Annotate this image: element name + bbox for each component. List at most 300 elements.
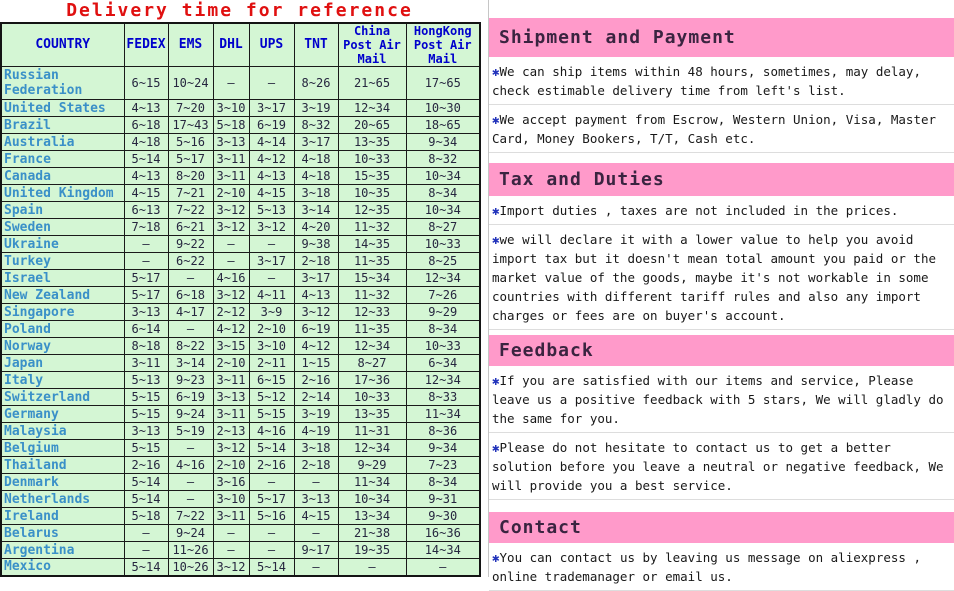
value-cell: 12~33	[338, 304, 406, 321]
value-cell: 6~18	[168, 287, 213, 304]
country-cell: Malaysia	[1, 423, 124, 440]
country-cell: Italy	[1, 372, 124, 389]
value-cell: —	[406, 559, 480, 576]
value-cell: 11~35	[338, 253, 406, 270]
value-cell: 5~12	[249, 389, 294, 406]
section-banner	[489, 163, 954, 196]
value-cell: 9~24	[168, 525, 213, 542]
country-cell: Sweden	[1, 219, 124, 236]
value-cell: 5~14	[124, 151, 168, 168]
value-cell: 21~38	[338, 525, 406, 542]
star-bullet-icon: ✱	[492, 373, 500, 388]
table-row	[1, 236, 480, 253]
country-cell: Japan	[1, 355, 124, 372]
value-cell: 3~11	[213, 151, 249, 168]
value-cell: 6~14	[124, 321, 168, 338]
value-cell: 11~32	[338, 287, 406, 304]
table-row	[1, 67, 480, 100]
value-cell: 7~23	[406, 457, 480, 474]
value-cell: 18~65	[406, 117, 480, 134]
value-cell: 5~15	[124, 406, 168, 423]
value-cell: —	[249, 270, 294, 287]
section-heading: Tax and Duties	[499, 169, 665, 190]
value-cell: 4~15	[249, 185, 294, 202]
table-row	[1, 542, 480, 559]
value-cell: 4~19	[294, 423, 338, 440]
paragraph-text: Import duties , taxes are not included in the prices.	[499, 203, 899, 218]
star-bullet-icon: ✱	[492, 440, 500, 455]
table-row	[1, 457, 480, 474]
value-cell: 10~24	[168, 67, 213, 100]
value-cell: 5~16	[168, 134, 213, 151]
value-cell: 6~21	[168, 219, 213, 236]
table-row	[1, 372, 480, 389]
value-cell: 9~30	[406, 508, 480, 525]
value-cell: 8~27	[406, 219, 480, 236]
table-row	[1, 440, 480, 457]
country-cell: Brazil	[1, 117, 124, 134]
column-header: TNT	[294, 23, 338, 67]
value-cell: —	[249, 67, 294, 100]
delivery-table	[0, 22, 481, 577]
country-cell: Belgium	[1, 440, 124, 457]
table-title: Delivery time for reference	[66, 0, 413, 21]
value-cell: 3~17	[294, 270, 338, 287]
country-cell: Turkey	[1, 253, 124, 270]
value-cell: 12~34	[338, 440, 406, 457]
delivery-table-region	[0, 0, 479, 577]
value-cell: 4~12	[294, 338, 338, 355]
section-banner	[489, 335, 954, 366]
info-section	[489, 512, 954, 591]
value-cell: 3~14	[294, 202, 338, 219]
country-cell: Mexico	[1, 559, 124, 576]
paragraph-text: we will declare it with a lower value to help you avoid import tax but it doesn't mean total amount you paid or the market value of the goods, maybe it's not workable in some countries with different tariff rules and also any import charges or fees are on buyer's account.	[492, 232, 937, 323]
table-row	[1, 287, 480, 304]
country-cell: Germany	[1, 406, 124, 423]
table-row	[1, 355, 480, 372]
value-cell: —	[168, 440, 213, 457]
value-cell: 5~14	[124, 491, 168, 508]
value-cell: 4~16	[213, 270, 249, 287]
value-cell: 15~34	[338, 270, 406, 287]
value-cell: 11~31	[338, 423, 406, 440]
value-cell: 3~12	[213, 219, 249, 236]
value-cell: 12~34	[406, 372, 480, 389]
table-row	[1, 389, 480, 406]
column-header: HongKong Post Air Mail	[406, 23, 480, 67]
value-cell: 2~16	[124, 457, 168, 474]
value-cell: 20~65	[338, 117, 406, 134]
table-row	[1, 270, 480, 287]
value-cell: 9~31	[406, 491, 480, 508]
country-cell: New Zealand	[1, 287, 124, 304]
value-cell: 6~15	[249, 372, 294, 389]
value-cell: 5~14	[249, 559, 294, 576]
info-section	[489, 163, 954, 330]
value-cell: 3~12	[294, 304, 338, 321]
value-cell: 5~15	[124, 440, 168, 457]
value-cell: 14~34	[406, 542, 480, 559]
value-cell: 11~32	[338, 219, 406, 236]
value-cell: 7~22	[168, 508, 213, 525]
value-cell: 10~34	[406, 202, 480, 219]
value-cell: 2~18	[294, 457, 338, 474]
value-cell: —	[249, 525, 294, 542]
value-cell: 1~15	[294, 355, 338, 372]
value-cell: 6~19	[168, 389, 213, 406]
value-cell: 2~18	[294, 253, 338, 270]
value-cell: 3~17	[249, 100, 294, 117]
section-banner	[489, 18, 954, 57]
value-cell: 7~22	[168, 202, 213, 219]
value-cell: 3~12	[213, 287, 249, 304]
value-cell: 9~24	[168, 406, 213, 423]
value-cell: 4~18	[294, 151, 338, 168]
value-cell: —	[213, 525, 249, 542]
country-cell: Argentina	[1, 542, 124, 559]
value-cell: 3~16	[213, 474, 249, 491]
column-header: China Post Air Mail	[338, 23, 406, 67]
value-cell: 5~18	[124, 508, 168, 525]
value-cell: 2~16	[249, 457, 294, 474]
value-cell: 3~18	[294, 185, 338, 202]
section-heading: Shipment and Payment	[499, 27, 736, 48]
paragraph-text: You can contact us by leaving us message on aliexpress , online trademanager or email us.	[492, 550, 921, 584]
value-cell: 11~35	[338, 321, 406, 338]
value-cell: 3~18	[294, 440, 338, 457]
value-cell: 2~12	[213, 304, 249, 321]
table-row	[1, 304, 480, 321]
value-cell: —	[294, 525, 338, 542]
paragraph	[489, 196, 954, 225]
value-cell: 10~34	[406, 168, 480, 185]
paragraph	[489, 105, 954, 153]
value-cell: 2~16	[294, 372, 338, 389]
value-cell: 3~17	[294, 134, 338, 151]
country-cell: Ukraine	[1, 236, 124, 253]
value-cell: 17~65	[406, 67, 480, 100]
table-row	[1, 185, 480, 202]
value-cell: 5~13	[124, 372, 168, 389]
table-row	[1, 151, 480, 168]
star-bullet-icon: ✱	[492, 64, 500, 79]
value-cell: 5~18	[213, 117, 249, 134]
value-cell: 6~18	[124, 117, 168, 134]
value-cell: 6~13	[124, 202, 168, 219]
value-cell: 10~26	[168, 559, 213, 576]
value-cell: 3~12	[213, 202, 249, 219]
country-cell: United States	[1, 100, 124, 117]
value-cell: 9~22	[168, 236, 213, 253]
value-cell: 9~34	[406, 440, 480, 457]
value-cell: —	[124, 253, 168, 270]
value-cell: 4~12	[213, 321, 249, 338]
value-cell: 3~11	[213, 168, 249, 185]
value-cell: —	[213, 67, 249, 100]
value-cell: —	[124, 236, 168, 253]
value-cell: 5~15	[249, 406, 294, 423]
table-row	[1, 338, 480, 355]
value-cell: —	[294, 559, 338, 576]
value-cell: 13~34	[338, 508, 406, 525]
table-row	[1, 406, 480, 423]
country-cell: Spain	[1, 202, 124, 219]
value-cell: 4~13	[249, 168, 294, 185]
value-cell: 9~34	[406, 134, 480, 151]
value-cell: 17~36	[338, 372, 406, 389]
country-cell: Canada	[1, 168, 124, 185]
value-cell: 3~11	[213, 372, 249, 389]
value-cell: 4~15	[124, 185, 168, 202]
paragraph	[489, 57, 954, 105]
table-row	[1, 134, 480, 151]
value-cell: 9~23	[168, 372, 213, 389]
value-cell: 9~17	[294, 542, 338, 559]
value-cell: 8~32	[294, 117, 338, 134]
value-cell: 2~10	[213, 185, 249, 202]
value-cell: 5~17	[124, 270, 168, 287]
value-cell: 13~35	[338, 406, 406, 423]
value-cell: 4~11	[249, 287, 294, 304]
value-cell: —	[213, 236, 249, 253]
table-row	[1, 559, 480, 576]
country-cell: Belarus	[1, 525, 124, 542]
value-cell: 3~12	[249, 219, 294, 236]
value-cell: 4~14	[249, 134, 294, 151]
value-cell: —	[249, 236, 294, 253]
country-cell: Netherlands	[1, 491, 124, 508]
value-cell: 3~15	[213, 338, 249, 355]
star-bullet-icon: ✱	[492, 550, 500, 565]
value-cell: 13~35	[338, 134, 406, 151]
value-cell: —	[294, 474, 338, 491]
table-row	[1, 168, 480, 185]
country-cell: Norway	[1, 338, 124, 355]
value-cell: 7~18	[124, 219, 168, 236]
value-cell: 8~20	[168, 168, 213, 185]
value-cell: 6~19	[294, 321, 338, 338]
value-cell: 10~33	[406, 236, 480, 253]
value-cell: 4~13	[124, 168, 168, 185]
value-cell: 3~10	[213, 100, 249, 117]
value-cell: 8~34	[406, 185, 480, 202]
column-header: EMS	[168, 23, 213, 67]
value-cell: 8~22	[168, 338, 213, 355]
value-cell: 3~11	[124, 355, 168, 372]
country-cell: Israel	[1, 270, 124, 287]
value-cell: 3~12	[213, 559, 249, 576]
value-cell: 3~10	[249, 338, 294, 355]
country-cell: France	[1, 151, 124, 168]
value-cell: 4~16	[249, 423, 294, 440]
table-row	[1, 100, 480, 117]
value-cell: 11~26	[168, 542, 213, 559]
value-cell: 8~34	[406, 474, 480, 491]
table-row	[1, 423, 480, 440]
paragraph-text: Please do not hesitate to contact us to get a better solution before you leave a neutral or negative feedback, We will provide you a best service.	[492, 440, 944, 493]
value-cell: 12~34	[406, 270, 480, 287]
paragraph	[489, 433, 954, 500]
value-cell: 5~14	[124, 559, 168, 576]
paragraph	[489, 225, 954, 330]
value-cell: 4~18	[294, 168, 338, 185]
value-cell: 8~18	[124, 338, 168, 355]
value-cell: 4~13	[294, 287, 338, 304]
value-cell: —	[338, 559, 406, 576]
value-cell: 4~13	[124, 100, 168, 117]
value-cell: 10~33	[338, 151, 406, 168]
value-cell: 7~20	[168, 100, 213, 117]
value-cell: 3~12	[213, 440, 249, 457]
value-cell: 4~18	[124, 134, 168, 151]
value-cell: —	[249, 474, 294, 491]
value-cell: 7~21	[168, 185, 213, 202]
value-cell: —	[168, 491, 213, 508]
value-cell: 10~33	[338, 389, 406, 406]
value-cell: 2~11	[249, 355, 294, 372]
value-cell: 5~14	[124, 474, 168, 491]
value-cell: 3~17	[249, 253, 294, 270]
value-cell: 9~38	[294, 236, 338, 253]
table-body	[1, 67, 480, 576]
value-cell: 2~13	[213, 423, 249, 440]
country-cell: Thailand	[1, 457, 124, 474]
value-cell: 4~20	[294, 219, 338, 236]
value-cell: 3~11	[213, 406, 249, 423]
value-cell: 16~36	[406, 525, 480, 542]
value-cell: 5~17	[168, 151, 213, 168]
table-row	[1, 219, 480, 236]
value-cell: 5~15	[124, 389, 168, 406]
value-cell: 5~17	[124, 287, 168, 304]
value-cell: 3~19	[294, 406, 338, 423]
value-cell: 12~34	[338, 338, 406, 355]
country-cell: Australia	[1, 134, 124, 151]
value-cell: 6~15	[124, 67, 168, 100]
value-cell: 3~13	[124, 304, 168, 321]
value-cell: 2~10	[213, 355, 249, 372]
column-header: UPS	[249, 23, 294, 67]
value-cell: 12~35	[338, 202, 406, 219]
value-cell: 4~15	[294, 508, 338, 525]
paragraph	[489, 366, 954, 433]
value-cell: 6~19	[249, 117, 294, 134]
value-cell: 3~13	[294, 491, 338, 508]
value-cell: —	[124, 525, 168, 542]
section-heading: Contact	[499, 517, 582, 538]
value-cell: 3~10	[213, 491, 249, 508]
section-banner	[489, 512, 954, 543]
table-row	[1, 202, 480, 219]
section-heading: Feedback	[499, 340, 594, 361]
table-row	[1, 491, 480, 508]
value-cell: 8~25	[406, 253, 480, 270]
value-cell: 10~30	[406, 100, 480, 117]
value-cell: 3~13	[124, 423, 168, 440]
paragraph-text: If you are satisfied with our items and service, Please leave us a positive feedback with 5 stars, We will gladly do the same for you.	[492, 373, 944, 426]
country-cell: Denmark	[1, 474, 124, 491]
table-row	[1, 525, 480, 542]
value-cell: 8~34	[406, 321, 480, 338]
value-cell: 8~27	[338, 355, 406, 372]
paragraph-text: We can ship items within 48 hours, sometimes, may delay, check estimable delivery time from left's list.	[492, 64, 921, 98]
country-cell: Singapore	[1, 304, 124, 321]
column-header: FEDEX	[124, 23, 168, 67]
value-cell: 4~17	[168, 304, 213, 321]
value-cell: 21~65	[338, 67, 406, 100]
value-cell: 5~19	[168, 423, 213, 440]
value-cell: —	[213, 253, 249, 270]
value-cell: 19~35	[338, 542, 406, 559]
value-cell: 8~33	[406, 389, 480, 406]
value-cell: 3~11	[213, 508, 249, 525]
paragraph	[489, 543, 954, 591]
value-cell: 8~36	[406, 423, 480, 440]
value-cell: 17~43	[168, 117, 213, 134]
value-cell: 6~22	[168, 253, 213, 270]
table-header-row	[1, 23, 480, 67]
value-cell: —	[213, 542, 249, 559]
info-section	[489, 335, 954, 500]
country-cell: Russian Federation	[1, 67, 124, 100]
info-panel	[488, 0, 954, 584]
value-cell: 11~34	[338, 474, 406, 491]
value-cell: 7~26	[406, 287, 480, 304]
value-cell: —	[168, 321, 213, 338]
value-cell: 2~14	[294, 389, 338, 406]
value-cell: 2~10	[249, 321, 294, 338]
value-cell: 4~16	[168, 457, 213, 474]
table-row	[1, 117, 480, 134]
value-cell: 2~10	[213, 457, 249, 474]
value-cell: 3~14	[168, 355, 213, 372]
country-cell: Switzerland	[1, 389, 124, 406]
table-row	[1, 253, 480, 270]
value-cell: 9~29	[338, 457, 406, 474]
value-cell: —	[124, 542, 168, 559]
value-cell: 5~13	[249, 202, 294, 219]
value-cell: 9~29	[406, 304, 480, 321]
column-header: DHL	[213, 23, 249, 67]
value-cell: 10~34	[338, 491, 406, 508]
value-cell: 10~35	[338, 185, 406, 202]
star-bullet-icon: ✱	[492, 203, 500, 218]
country-cell: Ireland	[1, 508, 124, 525]
table-row	[1, 508, 480, 525]
value-cell: —	[168, 474, 213, 491]
info-section	[489, 18, 954, 153]
value-cell: 3~13	[213, 389, 249, 406]
value-cell: 5~17	[249, 491, 294, 508]
value-cell: 3~19	[294, 100, 338, 117]
value-cell: 3~9	[249, 304, 294, 321]
value-cell: 5~14	[249, 440, 294, 457]
value-cell: 11~34	[406, 406, 480, 423]
value-cell: —	[168, 270, 213, 287]
value-cell: 5~16	[249, 508, 294, 525]
value-cell: 14~35	[338, 236, 406, 253]
paragraph-text: We accept payment from Escrow, Western Union, Visa, Master Card, Money Bookers, T/T, Cash etc.	[492, 112, 937, 146]
star-bullet-icon: ✱	[492, 112, 500, 127]
value-cell: 12~34	[338, 100, 406, 117]
value-cell: 8~26	[294, 67, 338, 100]
value-cell: 8~32	[406, 151, 480, 168]
country-cell: Poland	[1, 321, 124, 338]
column-header: COUNTRY	[1, 23, 124, 67]
value-cell: 10~33	[406, 338, 480, 355]
value-cell: —	[249, 542, 294, 559]
